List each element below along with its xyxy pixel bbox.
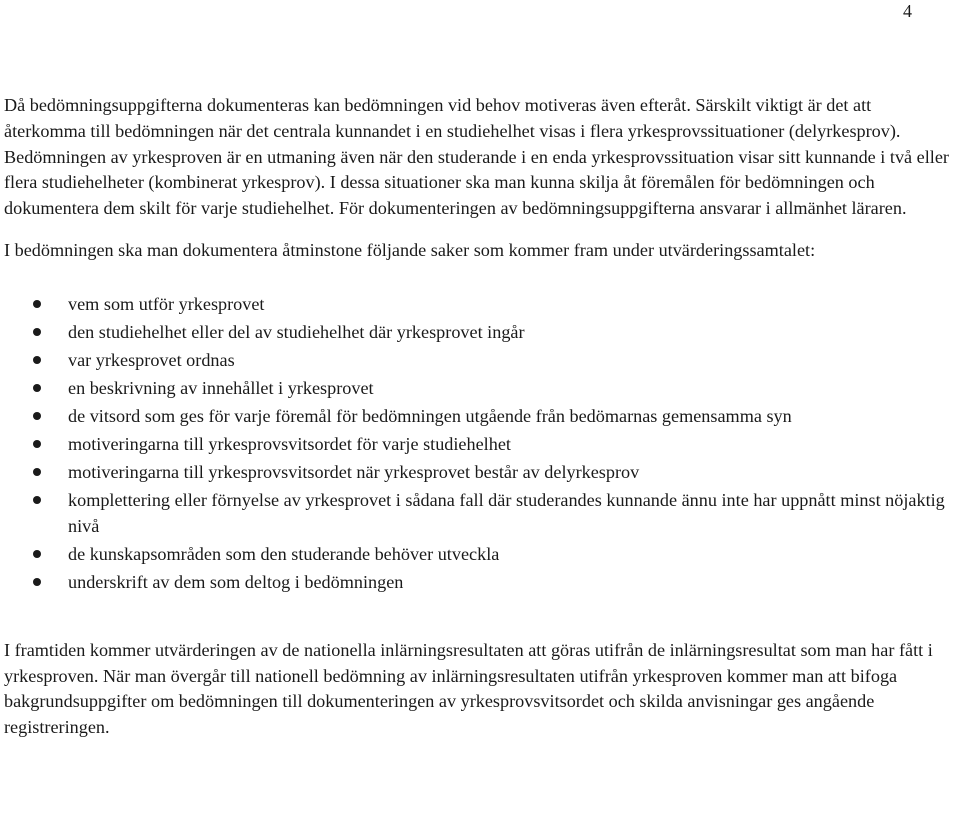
- list-item: [4, 375, 956, 401]
- list-item-text: den studiehelhet eller del av studiehelhet där yrkesprovet ingår: [68, 321, 525, 342]
- bullet-icon: [33, 412, 41, 420]
- list-item-text: motiveringarna till yrkesprovsvitsordet för varje studiehelhet: [68, 433, 511, 454]
- list-item-text: de kunskapsområden som den studerande behöver utveckla: [68, 543, 500, 564]
- list-item: [4, 291, 956, 317]
- documentation-items-list: [4, 291, 956, 595]
- bullet-icon: [33, 328, 41, 336]
- list-item-text: en beskrivning av innehållet i yrkesprovet: [68, 377, 374, 398]
- paragraph-documentation-requirements: I bedömningen ska man dokumentera åtminstone följande saker som kommer fram under utvärderingssamtalet:: [4, 239, 816, 260]
- list-item: [4, 319, 956, 345]
- list-item-text: de vitsord som ges för varje föremål för bedömningen utgående från bedömarnas gemensamma syn: [68, 405, 792, 426]
- bullet-icon: [33, 496, 41, 504]
- paragraph-future-evaluation: I framtiden kommer utvärderingen av de nationella inlärningsresultaten att göras utifrån de inlärningsresultat som man har fått i yrkesproven. När man övergår till nationell bedömning av inlärningsresultaten utifrån yrkesproven kommer man att bifoga bakgrundsuppgifter om bedömningen till dokumenteringen av yrkesprovsvitsordet och skilda anvisningar ges angående registreringen.: [4, 639, 933, 738]
- list-item: [4, 541, 956, 567]
- page-number: 4: [903, 1, 912, 21]
- list-item-text: var yrkesprovet ordnas: [68, 349, 235, 370]
- bullet-icon: [33, 440, 41, 448]
- bullet-icon: [33, 468, 41, 476]
- bullet-icon: [33, 384, 41, 392]
- list-item: [4, 403, 956, 429]
- list-item-text: vem som utför yrkesprovet: [68, 293, 265, 314]
- document-body: [4, 93, 956, 741]
- list-item-text: motiveringarna till yrkesprovsvitsordet när yrkesprovet består av delyrkesprov: [68, 461, 640, 482]
- list-item: [4, 569, 956, 595]
- list-item-text: underskrift av dem som deltog i bedömningen: [68, 571, 404, 592]
- bullet-icon: [33, 356, 41, 364]
- list-item: [4, 487, 956, 539]
- list-item: [4, 431, 956, 457]
- list-item: [4, 459, 956, 485]
- bullet-icon: [33, 550, 41, 558]
- paragraph-documentation-motivation: Då bedömningsuppgifterna dokumenteras kan bedömningen vid behov motiveras även efteråt. Särskilt viktigt är det att återkomma till bedömningen när det centrala kunnandet i en studiehelhet visas i flera yrkesprovssituationer (delyrkesprov). Bedömningen av yrkesproven är en utmaning även när den studerande i en enda yrkesprovssituation visar sitt kunnande i två eller flera studiehelheter (kombinerat yrkesprov). I dessa situationer ska man kunna skilja åt föremålen för bedömningen och dokumentera dem skilt för varje studiehelhet. För dokumenteringen av bedömningsuppgifterna ansvarar i allmänhet läraren.: [4, 95, 949, 219]
- bullet-icon: [33, 578, 41, 586]
- list-item: [4, 347, 956, 373]
- list-item-text: komplettering eller förnyelse av yrkesprovet i sådana fall där studerandes kunnande ännu inte har uppnått minst nöjaktig nivå: [68, 489, 945, 536]
- bullet-icon: [33, 300, 41, 308]
